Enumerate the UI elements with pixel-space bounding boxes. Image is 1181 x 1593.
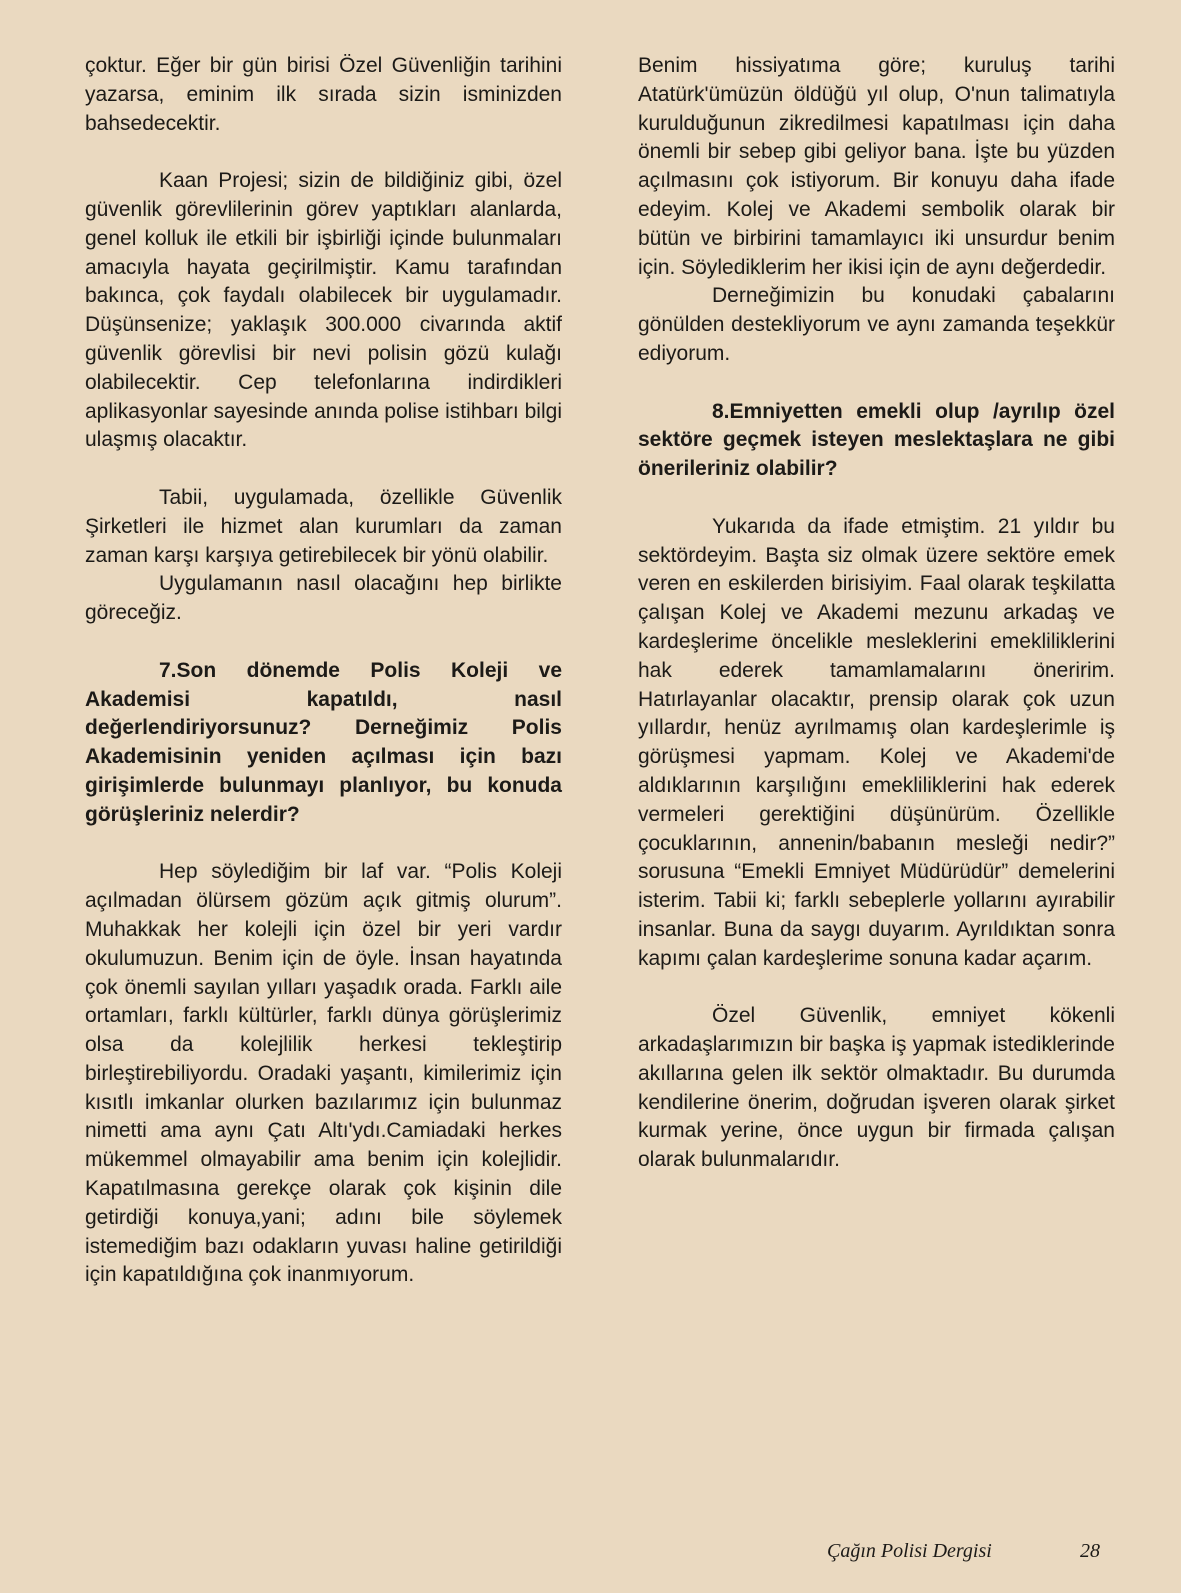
answer-8-paragraph: Yukarıda da ifade etmiştim. 21 yıldır bu sektördeyim. Başta siz olmak üzere sektöre emek veren en eskilerden birisiyim. Faal olarak teşkilatta çalışan Kolej ve Akademi mezunu arkadaş ve kardeşlerime öncelikle mesleklerini emekliliklerini hak ederek tamamlamalarını öneririm. Hatırlayanlar olacaktır, prensip olarak çok uzun yıllardır, henüz ayrılmamış olan kardeşlerimle iş görüşmesi yapmam. Kolej ve Akademi'de aldıklarının karşılığını emekliliklerini hak ederek vermeleri gerektiğini düşünürüm. Özellikle çocuklarının, annenin/babanın mesleği nedir?” sorusuna “Emekli Emniyet Müdürüdür” demelerini isterim. Tabii ki; farklı sebeplerle yollarını ayırabilir insanlar. Buna da saygı duyarım. Ayrıldıktan sonra kapımı çalan kardeşlerime sonuna kadar açarım. xyxy=(638,514,1115,970)
right-column xyxy=(638,52,1115,1175)
paragraph-association-support: Derneğimizin bu konudaki çabalarını gönülden destekliyorum ve aynı zamanda teşekkür ediyorum. xyxy=(638,284,1115,365)
answer-7-continuation: Benim hissiyatıma göre; kuruluş tarihi Atatürk'ümüzün öldüğü yıl olup, O'nun talimatıyla kurulduğunun zikredilmesi kapatılması için daha önemli bir sebep gibi geliyor bana. İşte bu yüzden açılmasını çok istiyorum. Bir konuyu daha ifade edeyim. Kolej ve Akademi sembolik olarak bir bütün ve birbirini tamamlayıcı iki unsurdur benim için. Söylediklerim her ikisi için de aynı değerdedir. xyxy=(638,54,1115,279)
paragraph-continuation: çoktur. Eğer bir gün birisi Özel Güvenliğin tarihini yazarsa, eminim ilk sırada sizin isminizden bahsedecektir. xyxy=(85,54,562,135)
page-footer xyxy=(0,1540,1181,1570)
answer-7-paragraph: Hep söylediğim bir laf var. “Polis Koleji açılmadan ölürsem gözüm açık gitmiş olurum”. Muhakkak her kolejli için özel bir yeri vardır okulumuzun. Benim için de öyle. İnsan hayatında çok önemli sayılan yılları yaşadık orada. Farklı aile ortamları, farklı kültürler, farklı dünya görüşlerimiz olsa da kolejlilik herkesi tekleştirip birleştirebiliyordu. Oradaki yaşantı, kimilerimiz için kısıtlı imkanlar olurken bazılarımız için bulunmaz nimetti ama aynı Çatı Altı'ydı.Camiadaki herkes mükemmel olmayabilir ama benim için kolejlidir. Kapatılmasına gerekçe olarak çok kişinin dile getirdiği konuya,yani; adını bile söylemek istemediğim bazı odakların yuvası haline getirildiği için kapatıldığına çok inanmıyorum. xyxy=(85,860,562,1287)
paragraph-kaan-project: Kaan Projesi; sizin de bildiğiniz gibi, özel güvenlik görevlilerinin görev yaptıkları alanlarda, genel kolluk ile etkili bir işbirliği içinde bulunmaları amacıyla hayata geçirilmiştir. Kamu tarafından bakınca, çok faydalı olabilecek bir uygulamadır. Düşünsenize; yaklaşık 300.000 civarında aktif güvenlik görevlisi bir nevi polisin gözü kulağı olabilecektir. Cep telefonlarına indirdikleri aplikasyonlar sayesinde anında polise istihbarı bilgi ulaşmış olacaktır. xyxy=(85,169,562,452)
magazine-name: Çağın Polisi Dergisi xyxy=(827,1540,992,1562)
question-7: 7.Son dönemde Polis Koleji ve Akademisi kapatıldı, nasıl değerlendiriyorsunuz? Derneğimiz Polis Akademisinin yeniden açılması için bazı girişimlerde bulunmayı planlıyor, bu konuda görüşleriniz nelerdir? xyxy=(85,658,562,826)
paragraph-application-future: Uygulamanın nasıl olacağını hep birlikte göreceğiz. xyxy=(85,572,562,625)
left-column xyxy=(85,52,562,1290)
answer-8-recommendation: Özel Güvenlik, emniyet kökenli arkadaşlarımızın bir başka iş yapmak istediklerinde akıllarına gelen ilk sektör olmaktadır. Bu durumda kendilerine önerim, doğrudan işveren olarak şirket kurmak yerine, önce uygun bir firmada çalışan olarak bulunmalarıdır. xyxy=(638,1004,1115,1172)
question-8: 8.Emniyetten emekli olup /ayrılıp özel sektöre geçmek isteyen meslektaşlara ne gibi önerileriniz olabilir? xyxy=(638,399,1115,481)
paragraph-application-note: Tabii, uygulamada, özellikle Güvenlik Şirketleri ile hizmet alan kurumları da zaman zaman karşı karşıya getirebilecek bir yönü olabilir. xyxy=(85,485,562,567)
page-number: 28 xyxy=(1080,1540,1100,1562)
